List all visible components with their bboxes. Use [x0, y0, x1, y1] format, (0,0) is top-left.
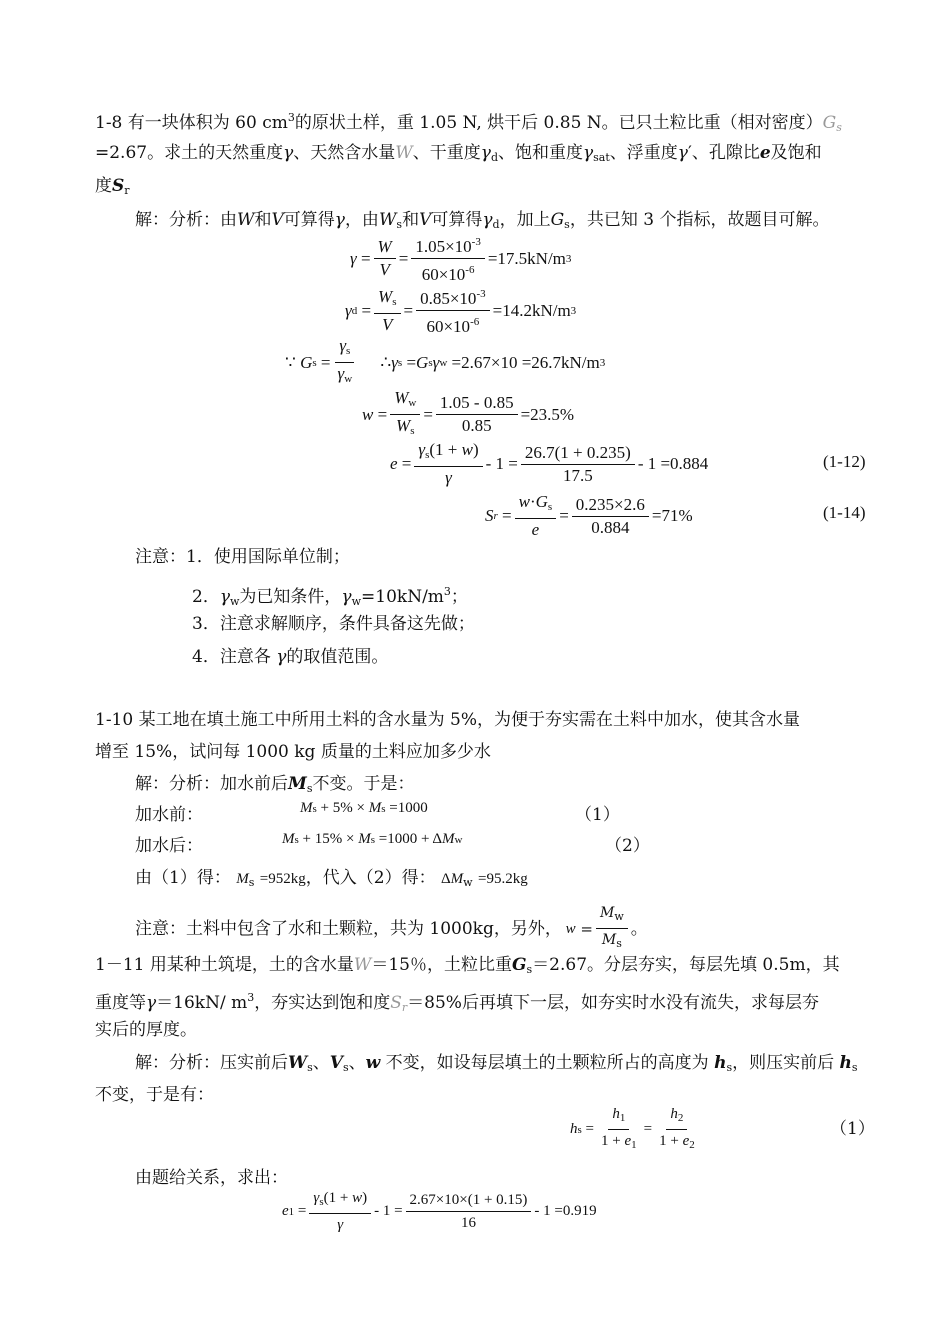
- p110-before-tag: （1）: [575, 805, 620, 825]
- eq-tag-1-12: (1-12): [823, 452, 866, 471]
- note18-2: 2．$\gamma_w$为已知条件，$\gamma_w=10kN/m^3$；: [192, 585, 468, 608]
- p110-result: 由（1）得： $M_s =952kg$，代入（2）得： $\Delta M_w =95.2kg$: [135, 868, 528, 889]
- p110-after-eq: M s + 15% × M s =1000 + Δ M w: [282, 831, 463, 847]
- eq-gamma-s: ∵ G s = $\frac{\gamma_s}{\gamma_w}$ ∴ γ s = G s γ w =2.67×10 =26.7kN/m 3: [285, 336, 606, 385]
- p111-solution-2: 不变，于是有：: [95, 1085, 214, 1105]
- p18-solution: 解：分析：由W和V可算得γ，由$W_s$和V可算得$\gamma_d$，加上$G_s$，共已知 3 个指标，故题目可解。: [135, 210, 830, 231]
- p110-line1: 1-10 某工地在填土施工中所用土料的含水量为 5%，为便于夯实需在土料中加水，使其含水量: [95, 710, 800, 730]
- p111-eq-tag: （1）: [830, 1119, 875, 1139]
- p111-solution: 解：分析：压实前后$W_s$、$V_s$、w 不变，如设每层填土的土颗粒所占的高度为 $h_s$，则压实前后 $h_s$: [135, 1053, 858, 1074]
- p110-after-label: 加水后：: [135, 836, 203, 856]
- p111-line2: 重度等γ＝16kN/ $m^3$，夯实达到饱和度$S_r=85\%$后再填下一层，如夯实时水没有流失，求每层夯: [95, 991, 819, 1014]
- note18-4: 4．注意各 γ的取值范围。: [192, 647, 389, 667]
- eq-tag-1-14: (1-14): [823, 503, 866, 522]
- note18-1: 注意：1．使用国际单位制；: [135, 547, 350, 567]
- eq-sr: S r = $\frac{w\cdot G_s}{e}$ = $\frac{0.235\times 2.6}{0.884}$ =71%: [485, 492, 693, 539]
- eq-gamma-d: γ d = $\frac{W_s}{V}$ = $\frac{0.85\times 10^{-3}}{60\times 10^{-6}}$ =14.2kN/m 3: [345, 284, 576, 337]
- note18-3: 3．注意求解顺序，条件具备这先做；: [192, 614, 475, 634]
- p110-solution: 解：分析：加水前后$M_s$不变。于是：: [135, 774, 415, 795]
- p111-relation: 由题给关系，求出：: [135, 1168, 288, 1188]
- p110-before-eq: M s + 5% × M s =1000: [300, 800, 428, 816]
- p111-line3: 实后的厚度。: [95, 1020, 197, 1040]
- eq-gamma: γ = $\frac{W}{V}$ = $\frac{1.05\times 10^{-3}}{60\times 10^{-6}}$ =17.5kN/m 3: [350, 232, 571, 285]
- eq-e: e = $\frac{\gamma_s(1 + w)}{\gamma}$ - 1 = $\frac{26.7(1 + 0.235)}{17.5}$ - 1 =0.884: [390, 440, 709, 487]
- p111-eq-hs: h s = $\frac{h_1}{1 + e_1}$ = $\frac{h_2}{1 + e_2}$: [570, 1106, 695, 1151]
- p18-line3: 度$S_r$: [95, 176, 130, 197]
- p111-line1: 1－11 用某种土筑堤，土的含水量W＝15％，土粒比重$G_s=2.67$。分层夯实，每层先填 0.5m，其: [95, 955, 840, 976]
- p110-before-label: 加水前：: [135, 805, 203, 825]
- p110-after-tag: （2）: [605, 836, 650, 856]
- p18-line1: 1-8 有一块体积为 60 $cm^3$的原状土样，重 1.05 N, 烘干后 0.85 N。已只土粒比重（相对密度）$G_s$: [95, 111, 842, 134]
- p110-line2: 增至 15%，试问每 1000 kg 质量的土料应加多少水: [95, 742, 491, 762]
- p110-note: 注意：土料中包含了水和土颗粒，共为 1000kg，另外， w = $\frac{M_w}{M_s}$ 。: [135, 905, 648, 950]
- p18-line2: =2.67。求土的天然重度γ、天然含水量W、干重度$\gamma_d$、饱和重度$\gamma_{sat}$、浮重度γ′、孔隙比e及饱和: [95, 143, 822, 164]
- p111-eq-e1: e 1 = $\frac{\gamma_s(1 + w)}{\gamma}$ - 1 = $\frac{2.67\times 10\times(1 + 0.15)}{16}$ - 1 =0.919: [282, 1190, 597, 1233]
- eq-w: w = $\frac{W_w}{W_s}$ = $\frac{1.05 - 0.85}{0.85}$ =23.5%: [362, 388, 575, 437]
